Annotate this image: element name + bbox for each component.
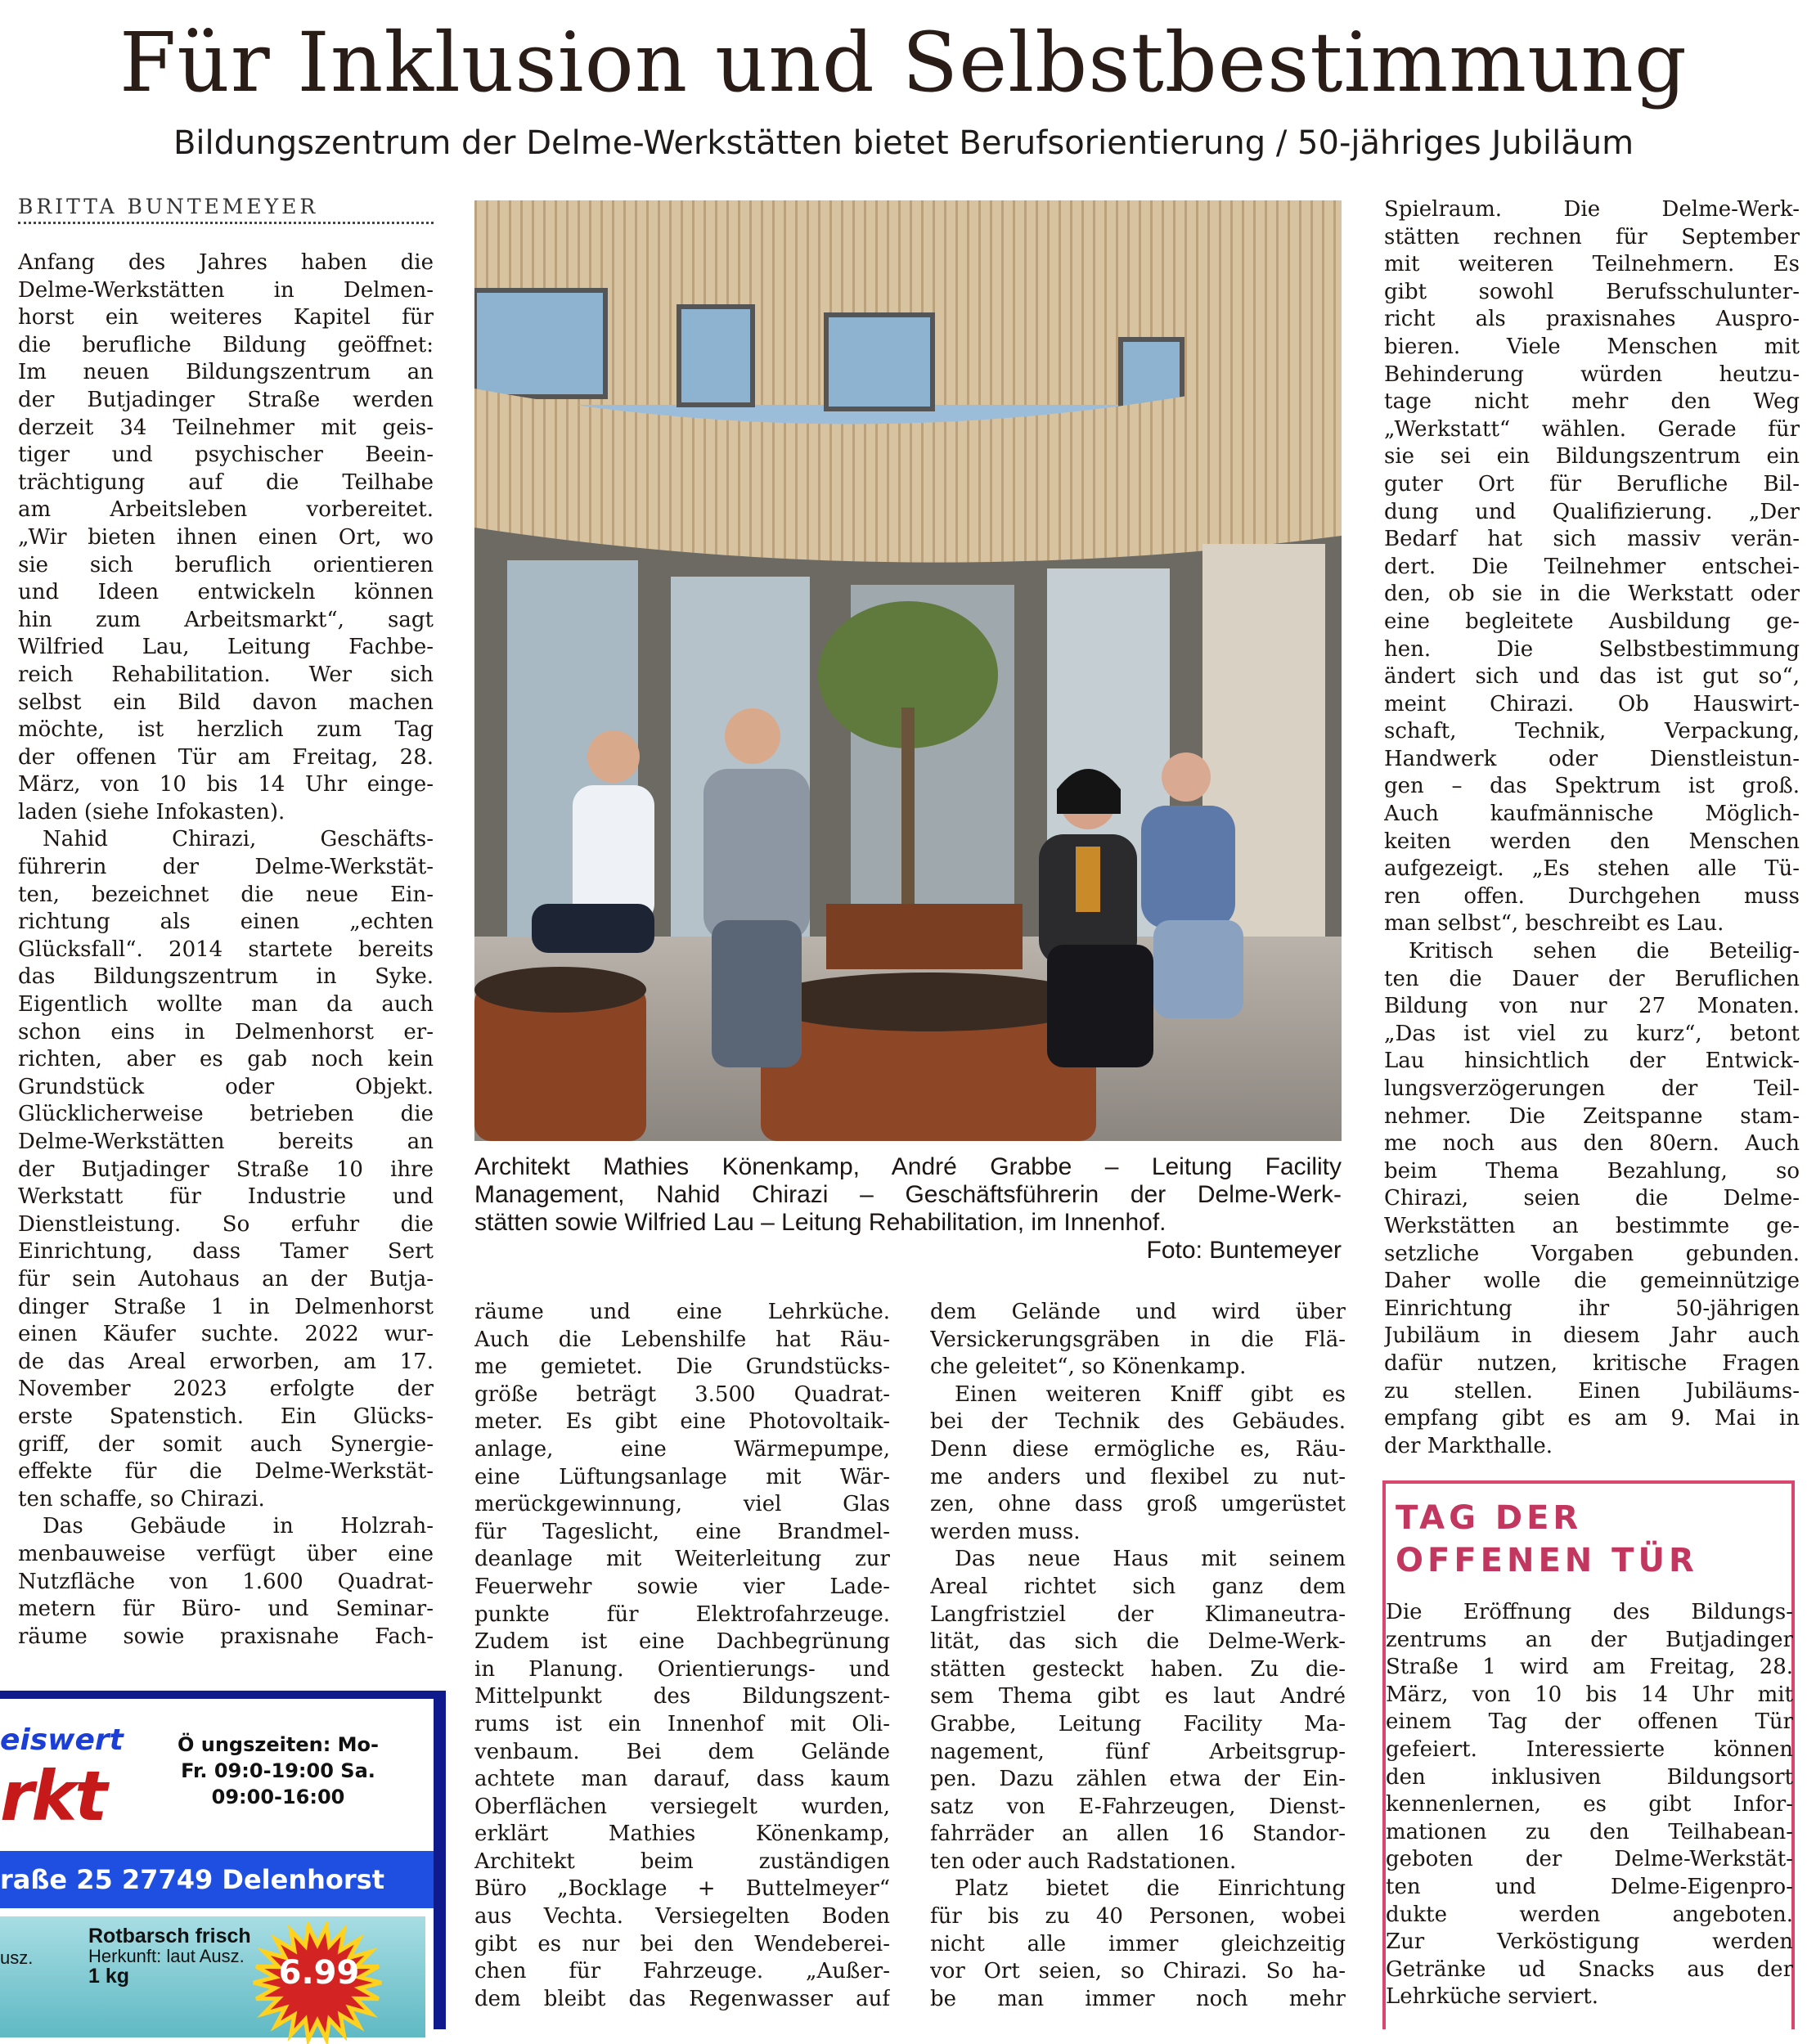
text-line: gibt es nur bei den Wendeberei- [474,1931,890,1956]
text-line: menbauweise verfügt über eine [18,1541,434,1566]
text-line: führerin der Delme-Werkstät- [18,855,434,880]
text-line: Nutzfläche von 1.600 Quadrat- [18,1569,434,1594]
paragraph [930,1381,1346,1547]
text-line: schaft, Technik, Verpackung, [1384,719,1800,744]
text-line: ten schaffe, so Chirazi. [18,1486,265,1512]
text-line: mit weiteren Teilnehmern. Es [1384,252,1800,277]
text-line: trächtigung auf die Teilhabe [18,469,434,495]
info-box-title [1396,1497,1698,1582]
text-line: guter Ort für Berufliche Bil- [1384,471,1800,496]
text-line: satz von E-Fahrzeugen, Dienst- [930,1794,1346,1819]
ad-opening-hours [164,1732,393,1810]
text-line: Mittelpunkt des Bildungszent- [474,1684,890,1709]
text-line: kennenlernen, es gibt Infor- [1386,1792,1793,1817]
text-line: merückgewinnung, viel Glas [474,1492,890,1517]
text-line: Zur Verköstigung werden [1386,1929,1793,1955]
text-line: Büro „Bocklage + Buttelmeyer“ [474,1876,890,1902]
text-line: zen, ohne dass groß umgerüstet [930,1492,1346,1517]
text-line: Werkstatt für Industrie und [18,1184,434,1210]
text-line: für bis zu 40 Personen, wobei [930,1904,1346,1929]
text-line: den inklusiven Bildungsort [1386,1764,1793,1790]
text-line: Delme-Werkstätten bereits an [18,1130,434,1154]
text-line: Eigentlich wollte man da auch [18,992,434,1018]
text-line: Behinderung würden heutzu- [1384,362,1800,387]
paragraph [930,1876,1346,2013]
text-line: Versickerungsgräben in die Flä- [930,1327,1346,1352]
article-subheadline: Bildungszentrum der Delme-Werkstätten bietet Berufsorientierung / 50-jähriges Jubiläum [173,124,1634,162]
text-line: dinger Straße 1 in Delmenhorst [18,1294,434,1319]
text-line: der Markthalle. [1384,1433,1553,1458]
text-line: effekte für die Delme-Werkstät- [18,1459,434,1485]
ad-product-origin: Herkunft: laut Ausz. [88,1946,245,1966]
text-line: Areal richtet sich ganz dem [930,1574,1346,1599]
text-line: Dienstleistung. So erfuhr die [18,1211,434,1237]
text-line: der Butjadinger Straße werden [18,387,434,412]
text-line: man selbst“, beschreibt es Lau. [1384,911,1724,937]
text-line: dung und Qualifizierung. „Der [1384,499,1800,524]
text-line: März, von 10 bis 14 Uhr einge- [18,772,434,797]
text-line: tage nicht mehr den Weg [1384,389,1800,415]
photo-credit: Foto: Buntemeyer [1146,1237,1342,1264]
text-line: punkte für Elektrofahrzeuge. [474,1602,890,1627]
text-line: Oberflächen versiegelt wurden, [474,1794,890,1819]
text-line: am Arbeitsleben vorbereitet. [18,497,434,523]
text-line: einem Tag der offenen Tür [1386,1709,1793,1735]
text-line: geboten der Delme-Werkstät- [1386,1847,1793,1872]
text-line: ren offen. Durchgehen muss [1384,883,1800,909]
text-line: me anders und flexibel zu nut- [930,1464,1346,1489]
text-line: Platz bietet die Einrichtung [955,1876,1346,1902]
caption-line: stätten sowie Wilfried Lau – Leitung Rehabilitation, im Innenhof. [474,1209,1166,1236]
text-line: dert. Die Teilnehmer entschei- [1384,554,1800,579]
text-line: Lehrküche serviert. [1386,1984,1598,2010]
text-line: für Tageslicht, eine Brandmel- [474,1519,890,1544]
text-line: und Ideen entwickeln können [18,580,434,605]
text-line: rums ist ein Innenhof mit Oli- [474,1711,890,1736]
paragraph [1384,938,1800,1460]
text-line: Jubiläum in diesem Jahr auch [1384,1323,1800,1349]
text-line: möchte, ist herzlich zum Tag [18,717,434,743]
ad-offer [0,1916,425,2037]
text-line: sie sich beruflich orientieren [18,552,434,577]
text-line: Einen weiteren Kniff gibt es [955,1381,1346,1407]
text-line: bei der Technik des Gebäudes. [930,1409,1346,1435]
text-line: gibt sowohl Berufsschulunter- [1384,279,1800,304]
info-box-title-line: TAG DER [1396,1499,1583,1537]
text-line: metern für Büro- und Seminar- [18,1597,434,1622]
paragraph [18,1513,434,1651]
text-line: beim Thema Bezahlung, so [1384,1158,1800,1184]
text-line: Handwerk oder Dienstleistun- [1384,746,1800,771]
text-line: Die Eröffnung des Bildungs- [1386,1600,1793,1624]
text-line: Architekt beim zuständigen [474,1849,890,1874]
article-column-3 [930,1299,1346,2013]
text-line: setzliche Vorgaben gebunden. [1384,1241,1800,1266]
paragraph [930,1546,1346,1876]
text-line: nicht alle immer gleichzeitig [930,1931,1346,1956]
text-line: selbst ein Bild davon machen [18,690,434,715]
text-line: zentrums an der Butjadinger [1386,1627,1793,1652]
text-line: richt als praxisnahes Auspro- [1384,307,1800,332]
ad-product-name: Rotbarsch frisch [88,1925,251,1947]
text-line: zu stellen. Einen Jubiläums- [1384,1378,1800,1404]
advertisement[interactable] [0,1691,446,2029]
text-line: sem Thema gibt es laut André [930,1684,1346,1709]
ad-product-unit: 1 kg [88,1965,130,1988]
ad-hours-line: Fr. 09:0-19:00 Sa. [181,1759,375,1782]
ad-hours-line: 09:00-16:00 [211,1786,345,1808]
text-line: sie sei ein Bildungszentrum ein [1384,444,1800,469]
text-line: Zudem ist eine Dachbegrünung [474,1629,890,1655]
text-line: „Das ist viel zu kurz“, betont [1384,1021,1800,1046]
text-line: schon eins in Delmenhorst er- [18,1019,434,1044]
text-line: fahrräder an allen 16 Standor- [930,1822,1346,1847]
article-column-2 [474,1299,890,2013]
text-line: meter. Es gibt eine Photovoltaik- [474,1409,890,1435]
text-line: Werkstätten an bestimmte ge- [1384,1213,1800,1238]
ad-logo-top: eiswert [0,1723,124,1757]
text-line: „Werkstatt“ wählen. Gerade für [1384,416,1800,442]
text-line: deanlage mit Weiterleitung zur [474,1547,890,1572]
text-line: eine begleitete Ausbildung ge- [1384,609,1800,634]
caption-line: Management, Nahid Chirazi – Geschäftsführerin der Delme-Werk- [474,1181,1342,1208]
text-line: empfang gibt es am 9. Mai in [1384,1406,1800,1431]
text-line: ändert sich und das ist gut so“, [1384,664,1800,690]
text-line: November 2023 erfolgte der [18,1377,434,1402]
ad-address: raße 25 27749 Delenhorst [0,1851,434,1908]
text-line: chen für Fahrzeuge. „Außer- [474,1959,890,1984]
text-line: Glücksfall“. 2014 startete bereits [18,937,434,962]
text-line: richten, aber es gab noch kein [18,1047,434,1072]
text-line: laden (siehe Infokasten). [18,799,285,824]
text-line: Feuerwehr sowie vier Lade- [474,1574,890,1599]
paragraph [1384,196,1800,938]
ad-logo-bottom: rkt [0,1756,106,1836]
text-line: dem Gelände und wird über [930,1300,1346,1324]
text-line: horst ein weiteres Kapitel für [18,305,434,330]
text-line: me noch aus den 80ern. Auch [1384,1131,1800,1157]
ad-price: 6.99 [278,1954,360,1992]
ad-product [88,1926,251,1987]
text-line: nehmer. Die Zeitspanne stam- [1384,1103,1800,1129]
text-line: Einrichtung ihr 50-jährigen [1384,1296,1800,1321]
text-line: hin zum Arbeitsmarkt“, sagt [18,607,434,632]
paragraph [18,249,434,826]
text-line: Einrichtung, dass Tamer Sert [18,1239,434,1265]
text-line: Das Gebäude in Holzrah- [43,1514,434,1539]
text-line: de das Areal erworben, am 17. [18,1349,434,1374]
text-line: stätten gesteckt haben. Zu die- [930,1656,1346,1682]
author-byline: BRITTA BUNTEMEYER [18,195,434,224]
text-line: das Bildungszentrum in Syke. [18,964,434,990]
paragraph [474,1299,890,2013]
paragraph [18,826,434,1513]
text-line: tiger und psychischer Beein- [18,442,434,468]
text-line: Bedarf hat sich massiv verän- [1384,527,1800,552]
info-box-text [1386,1599,1793,2011]
text-line: Anfang des Jahres haben die [18,250,434,275]
text-line: griff, der somit auch Synergie- [18,1431,434,1457]
text-line: werden muss. [930,1519,1081,1544]
text-line: Grabbe, Leitung Facility Ma- [930,1711,1346,1736]
text-line: lungsverzögerungen der Teil- [1384,1076,1800,1101]
text-line: gefeiert. Interessierte können [1386,1736,1793,1762]
text-line: Nahid Chirazi, Geschäfts- [43,827,434,852]
text-line: keiten werden den Menschen [1384,829,1800,854]
text-line: Auch kaufmännische Möglich- [1384,802,1800,827]
text-line: anlage, eine Wärmepumpe, [474,1436,890,1462]
text-line: dafür nutzen, kritische Fragen [1384,1350,1800,1376]
text-line: ten, bezeichnet die neue Ein- [18,882,434,907]
text-line: dukte werden angeboten. [1386,1902,1793,1927]
caption-line: Architekt Mathies Könenkamp, André Grabbe – Leitung Facility [474,1153,1342,1180]
text-line: meint Chirazi. Ob Hauswirt- [1384,691,1800,717]
text-line: Kritisch sehen die Beteilig- [1409,939,1800,964]
text-line: bieren. Viele Menschen mit [1384,334,1800,359]
courtyard-photo-illustration [474,200,1342,1141]
text-line: größe beträgt 3.500 Quadrat- [474,1381,890,1407]
text-line: März, von 10 bis 14 Uhr mit [1386,1682,1793,1707]
text-line: Daher wolle die gemeinnützige [1384,1269,1800,1294]
text-line: pen. Dazu zählen etwa der Ein- [930,1767,1346,1792]
text-line: Lau hinsichtlich der Entwick- [1384,1049,1800,1074]
text-line: erste Spatenstich. Ein Glücks- [18,1404,434,1429]
photo-caption [474,1153,1342,1265]
article-photo [474,200,1342,1141]
text-line: mationen zu den Teilhabean- [1386,1819,1793,1844]
text-line: Getränke ud Snacks aus der [1386,1956,1793,1982]
text-line: venbaum. Bei dem Gelände [474,1739,890,1764]
text-line: reich Rehabilitation. Wer sich [18,662,434,687]
text-line: aufgezeigt. „Es stehen alle Tü- [1384,856,1800,882]
text-line: Straße 1 wird am Freitag, 28. [1386,1655,1793,1680]
text-line: Bildung von nur 27 Monaten. [1384,994,1800,1019]
text-line: der Butjadinger Straße 10 ihre [18,1157,434,1182]
ad-previous-item-text: usz. [0,1947,34,1968]
text-line: Im neuen Bildungszentrum an [18,360,434,385]
text-line: Chirazi, seien die Delme- [1384,1186,1800,1211]
text-line: Langfristziel der Klimaneutra- [930,1602,1346,1627]
text-line: vor Ort seien, so Chirazi. So ha- [930,1959,1346,1984]
text-line: ten die Dauer der Beruflichen [1384,966,1800,991]
text-line: achtete man darauf, dass kaum [474,1767,890,1792]
text-line: räume sowie praxisnahe Fach- [18,1624,434,1649]
text-line: aus Vechta. Versiegelten Boden [474,1904,890,1929]
text-line: in Planung. Orientierungs- und [474,1656,890,1682]
text-line: Auch die Lebenshilfe hat Räu- [474,1327,890,1352]
text-line: Glücklicherweise betrieben die [18,1102,434,1127]
text-line: gen – das Spektrum ist groß. [1384,774,1800,799]
article-column-1 [18,249,434,1651]
paragraph [930,1299,1346,1381]
text-line: Spielraum. Die Delme-Werk- [1384,197,1800,222]
text-line: che geleitet“, so Könenkamp. [930,1354,1247,1380]
text-line: die berufliche Bildung geöffnet: [18,332,434,357]
text-line: nagement, fünf Arbeitsgrup- [930,1739,1346,1764]
text-line: Denn diese ermögliche es, Räu- [930,1436,1346,1462]
text-line: Das neue Haus mit seinem [955,1547,1346,1572]
text-line: lität, das sich die Delme-Werk- [930,1629,1346,1655]
text-line: Delme-Werkstätten in Delmen- [18,277,434,303]
text-line: eine Lüftungsanlage mit Wär- [474,1464,890,1489]
article-column-4 [1384,196,1800,1460]
text-line: Grundstück oder Objekt. [18,1074,434,1099]
text-line: ten oder auch Radstationen. [930,1849,1237,1874]
text-line: richtung als einen „echten [18,910,434,935]
text-line: den, ob sie in die Werkstatt oder [1384,582,1800,607]
text-line: ten und Delme-Eigenpro- [1386,1874,1793,1899]
ad-hours-line: Ö ungszeiten: Mo- [178,1733,379,1756]
article-headline: Für Inklusion und Selbstbestimmung [119,15,1688,110]
text-line: be man immer noch mehr [930,1986,1346,2011]
text-line: der offenen Tür am Freitag, 28. [18,744,434,770]
text-line: me gemietet. Die Grundstücks- [474,1354,890,1380]
paragraph [1386,1599,1793,2011]
text-line: „Wir bieten ihnen einen Ort, wo [18,524,434,550]
info-box-title-line: OFFENEN TÜR [1396,1542,1698,1579]
text-line: einen Käufer suchte. 2022 wur- [18,1322,434,1347]
text-line: hen. Die Selbstbestimmung [1384,636,1800,662]
text-line: stätten rechnen für September [1384,224,1800,249]
text-line: Wilfried Lau, Leitung Fachbe- [18,635,434,660]
text-line: für sein Autohaus an der Butja- [18,1266,434,1292]
text-line: dem bleibt das Regenwasser auf [474,1986,890,2011]
text-line: derzeit 34 Teilnehmer mit geis- [18,415,434,440]
text-line: räume und eine Lehrküche. [474,1300,890,1324]
text-line: erklärt Mathies Könenkamp, [474,1822,890,1847]
